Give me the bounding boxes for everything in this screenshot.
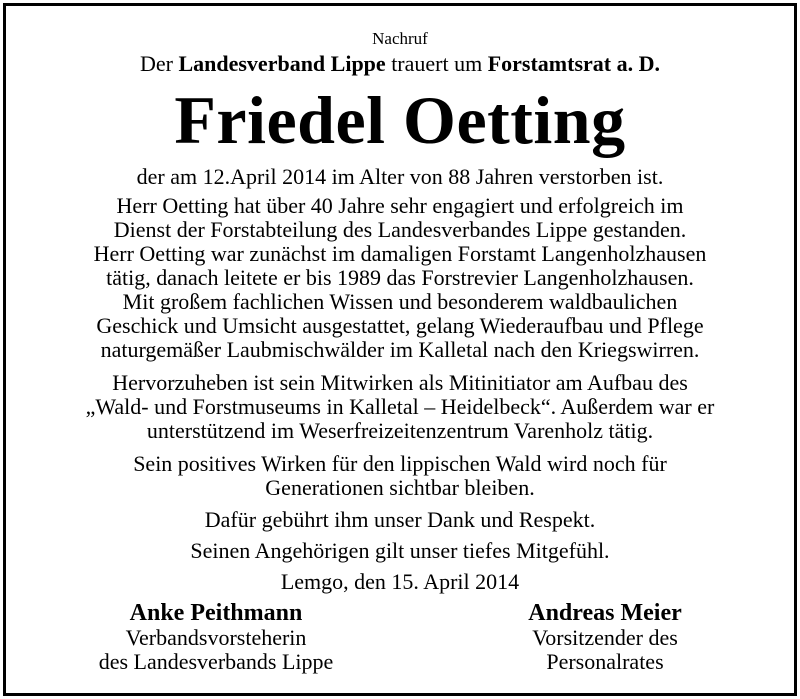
body-line: naturgemäßer Laubmischwälder im Kalletal nach den Kriegswirren. — [100, 337, 700, 362]
signatory-role: Personalrates — [546, 649, 664, 674]
body-line: Hervorzuheben ist sein Mitwirken als Mitinitiator am Aufbau des — [112, 370, 688, 395]
deceased-rank: Forstamtsrat a. D. — [487, 51, 661, 76]
body-line: Seinen Angehörigen gilt unser tiefes Mitgefühl. — [190, 538, 610, 563]
signatory-name: Anke Peithmann — [129, 600, 303, 626]
signatory-role: Verbandsvorsteherin — [125, 625, 307, 650]
body-line: Herr Oetting hat über 40 Jahre sehr engagiert und erfolgreich im — [116, 193, 684, 218]
notice-kicker: Nachruf — [372, 29, 428, 48]
intro-prefix: Der — [139, 51, 179, 76]
body-line: „Wald- und Forstmuseums in Kalletal – Heidelbeck“. Außerdem war er — [85, 394, 715, 419]
signatory-name: Andreas Meier — [528, 600, 682, 626]
body-line: Sein positives Wirken für den lippischen Wald wird noch für — [133, 451, 667, 476]
intro-line — [0, 53, 800, 75]
signatory-role: des Landesverbands Lippe — [98, 649, 334, 674]
body-line: Dienst der Forstabteilung des Landesverbandes Lippe gestanden. — [113, 217, 687, 242]
body-line: tätig, danach leitete er bis 1989 das Forstrevier Langenholzhausen. — [106, 265, 694, 290]
body-line: Generationen sichtbar bleiben. — [265, 475, 535, 500]
deceased-name: Friedel Oetting — [174, 82, 626, 158]
body-line: Geschick und Umsicht ausgestattet, gelang Wiederaufbau und Pflege — [96, 313, 704, 338]
signatory-role: Vorsitzender des — [532, 625, 678, 650]
intro-middle: trauert um — [385, 51, 488, 76]
signatory-right — [405, 601, 800, 673]
signatory-left — [16, 601, 416, 673]
body-line: Mit großem fachlichen Wissen und besonderem waldbaulichen — [122, 289, 678, 314]
place-date-line: Lemgo, den 15. April 2014 — [280, 569, 520, 594]
body-line: Herr Oetting war zunächst im damaligen Forstamt Langenholzhausen — [93, 241, 707, 266]
body-line: Dafür gebührt ihm unser Dank und Respekt. — [204, 507, 596, 532]
body-line: der am 12.April 2014 im Alter von 88 Jahren verstorben ist. — [136, 164, 664, 189]
organization-name: Landesverband Lippe — [178, 51, 386, 76]
body-line: unterstützend im Weserfreizeitenzentrum Varenholz tätig. — [146, 418, 654, 443]
